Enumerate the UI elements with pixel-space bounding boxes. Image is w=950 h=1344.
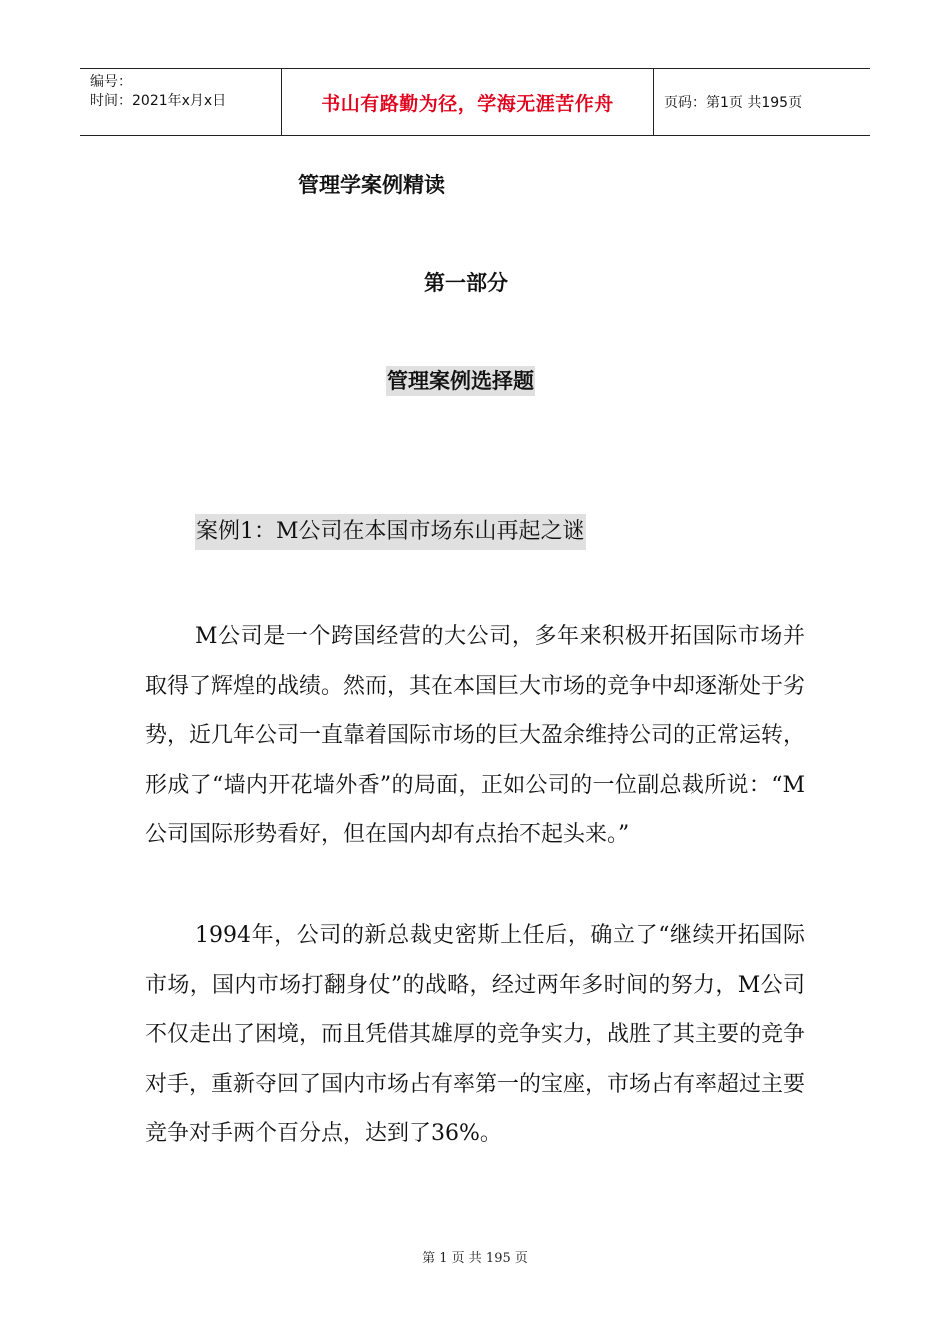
body-paragraph-1: M公司是一个跨国经营的大公司，多年来积极开拓国际市场并取得了辉煌的战绩。然而，其在本国巨大市场的竞争中却逐渐处于劣势，近几年公司一直靠着国际市场的巨大盈余维持公司的正常运转，形成了“墙内开花墙外香”的局面，正如公司的一位副总裁所说：“M公司国际形势看好，但在国内却有点抬不起头来。” — [145, 624, 806, 847]
number-label: 编号： — [90, 74, 132, 90]
header-meta — [80, 69, 282, 135]
time-label: 时间：2021年x月x日 — [90, 93, 227, 109]
body-paragraph-2: 1994年，公司的新总裁史密斯上任后，确立了“继续开拓国际市场，国内市场打翻身仗”的战略，经过两年多时间的努力，M公司不仅走出了困境，而且凭借其雄厚的竞争实力，战胜了其主要的竞争对手，重新夺回了国内市场占有率第一的宝座，市场占有率超过主要竞争对手两个百分点，达到了36%。 — [145, 923, 806, 1146]
part-heading: 第一部分 — [424, 271, 508, 295]
case-title: 案例1：M公司在本国市场东山再起之谜 — [195, 514, 586, 550]
header-page-info: 页码：第1页 共195页 — [664, 95, 803, 111]
section-subtitle: 管理案例选择题 — [386, 366, 535, 396]
page-header — [80, 68, 870, 136]
document-title: 管理学案例精读 — [298, 173, 445, 197]
page-footer: 第 1 页 共 195 页 — [422, 1251, 528, 1266]
header-motto: 书山有路勤为径，学海无涯苦作舟 — [282, 69, 654, 135]
